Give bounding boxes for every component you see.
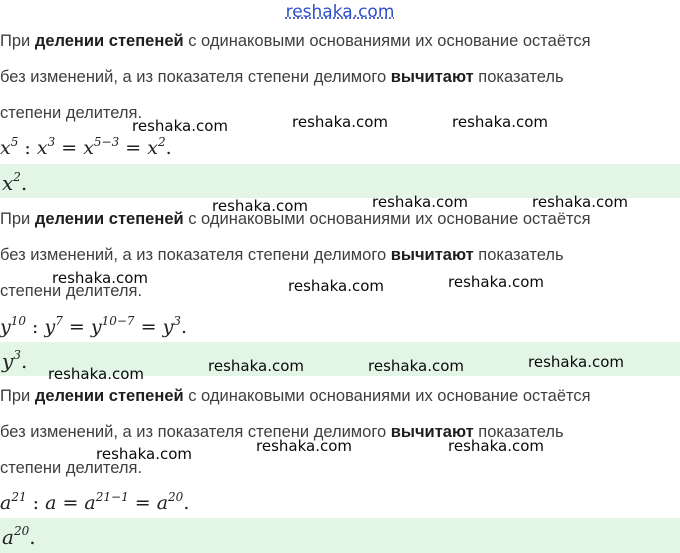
answer-2: $y^3$. xyxy=(2,348,28,373)
rule-text-line-3: степени делителя. xyxy=(0,104,143,122)
watermark: reshaka.com xyxy=(448,273,544,291)
formula-1: $x^5$ : $x^3 = x^{5-3} = x^2$. xyxy=(0,135,172,159)
formula-2: $y^{10}$ : $y^7 = y^{10-7} = y^3$. xyxy=(0,314,187,338)
rule-bold-subtract: вычитают xyxy=(390,68,474,86)
watermark: reshaka.com xyxy=(448,437,544,455)
answer-1: $x^2$. xyxy=(2,170,28,195)
answer-box-3 xyxy=(0,518,680,553)
watermark: reshaka.com xyxy=(528,353,624,371)
watermark: reshaka.com xyxy=(532,193,628,211)
site-watermark-top: reshaka.com xyxy=(285,2,395,22)
rule-text-line-3: степени делителя. xyxy=(0,459,143,477)
rule-text-line-2: без изменений, а из показателя степени делимого вычитают показатель xyxy=(0,246,564,264)
rule-text-line-1: При делении степеней с одинаковыми основаниями их основание остаётся xyxy=(0,387,591,405)
rule-text-line-1: При делении степеней с одинаковыми основаниями их основание остаётся xyxy=(0,210,591,228)
rule-bold-division: делении степеней xyxy=(34,32,184,50)
watermark: reshaka.com xyxy=(368,357,464,375)
watermark: reshaka.com xyxy=(256,437,352,455)
watermark: reshaka.com xyxy=(96,445,192,463)
rule-text-line-2 xyxy=(0,67,680,87)
formula-3: $a^{21}$ : $a = a^{21-1} = a^{20}$. xyxy=(0,490,190,514)
rule-part2: с одинаковыми основаниями их основание остаётся xyxy=(183,32,591,50)
rule-line2a: без изменений, а из показателя степени делимого xyxy=(0,68,391,86)
watermark: reshaka.com xyxy=(52,269,148,287)
watermark: reshaka.com xyxy=(372,193,468,211)
answer-3: $a^{20}$. xyxy=(2,524,36,549)
rule-text-line-1 xyxy=(0,31,680,51)
watermark: reshaka.com xyxy=(288,277,384,295)
rule-part1: При xyxy=(0,32,35,50)
watermark: reshaka.com xyxy=(132,117,228,135)
watermark: reshaka.com xyxy=(292,113,388,131)
rule-text-line-2: без изменений, а из показателя степени делимого вычитают показатель xyxy=(0,423,564,441)
rule-line2b: показатель xyxy=(473,68,564,86)
watermark: reshaka.com xyxy=(48,365,144,383)
watermark: reshaka.com xyxy=(208,357,304,375)
watermark: reshaka.com xyxy=(452,113,548,131)
rule-text-line-3: степени делителя. xyxy=(0,282,143,300)
watermark: reshaka.com xyxy=(212,197,308,215)
